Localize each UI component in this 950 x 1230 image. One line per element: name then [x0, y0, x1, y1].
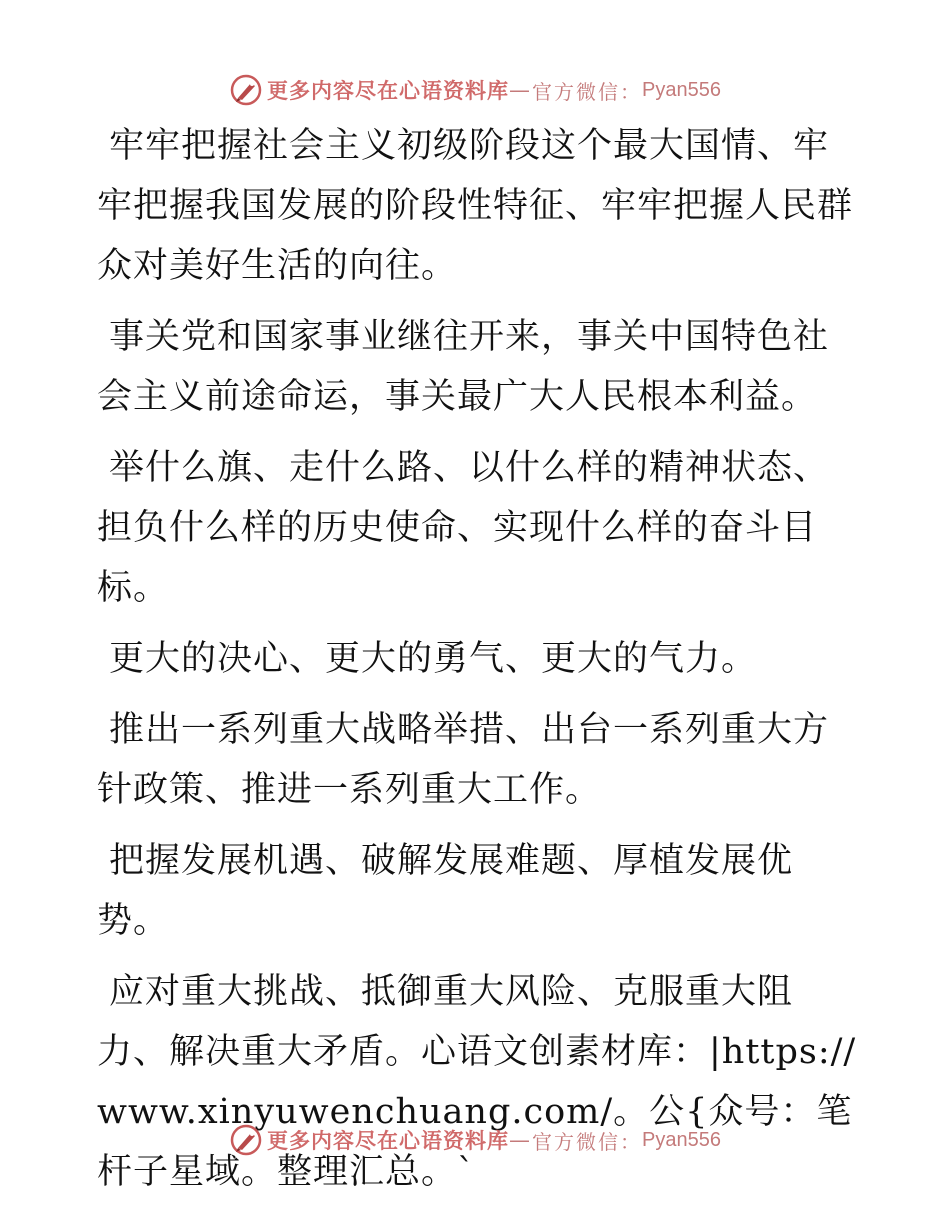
- paragraph: [97, 307, 857, 427]
- pen-logo-icon: [229, 73, 263, 107]
- paragraph-text: 把握发展机遇、破解发展难题、厚植发展优势。: [97, 841, 794, 941]
- banner-separator: —: [509, 1128, 533, 1152]
- banner-site-text: 更多内容尽在心语资料库: [267, 78, 510, 103]
- paragraph-text: 牢牢把握社会主义初级阶段这个最大国情、牢牢把握我国发展的阶段性特征、牢牢把握人民群众对美好生活的向往。: [97, 126, 854, 286]
- paragraph-text: 更大的决心、更大的勇气、更大的气力。: [109, 639, 758, 679]
- paragraph: [97, 629, 857, 689]
- paragraph: [97, 962, 857, 1202]
- paragraph: [97, 438, 857, 618]
- paragraph: [97, 700, 857, 820]
- paragraph-text: 应对重大挑战、抵御重大风险、克服重大阻力、解决重大矛盾。心语文创素材库：|https://www.xinyuwenchuang.com/。公{众号：笔杆子星域。整理汇总。`: [97, 972, 857, 1192]
- banner-wechat-id: Pyan556: [642, 1128, 721, 1151]
- pen-logo-icon: [229, 1123, 263, 1157]
- paragraph: [97, 116, 857, 296]
- document-body: [97, 116, 857, 1213]
- banner-wechat-label: 官方微信：: [532, 1129, 643, 1154]
- paragraph-text: 推出一系列重大战略举措、出台一系列重大方针政策、推进一系列重大工作。: [97, 710, 830, 810]
- banner-wechat-id: Pyan556: [642, 78, 721, 101]
- banner-site-text: 更多内容尽在心语资料库: [267, 1128, 510, 1153]
- banner-separator: —: [509, 78, 533, 102]
- paragraph-text: 举什么旗、走什么路、以什么样的精神状态、担负什么样的历史使命、实现什么样的奋斗目标。: [97, 448, 830, 608]
- banner-wechat-label: 官方微信：: [532, 79, 643, 104]
- paragraph: [97, 831, 857, 951]
- paragraph-text: 事关党和国家事业继往开来，事关中国特色社会主义前途命运，事关最广大人民根本利益。: [97, 317, 830, 417]
- footer-banner: [0, 1120, 950, 1160]
- header-banner: [0, 70, 950, 110]
